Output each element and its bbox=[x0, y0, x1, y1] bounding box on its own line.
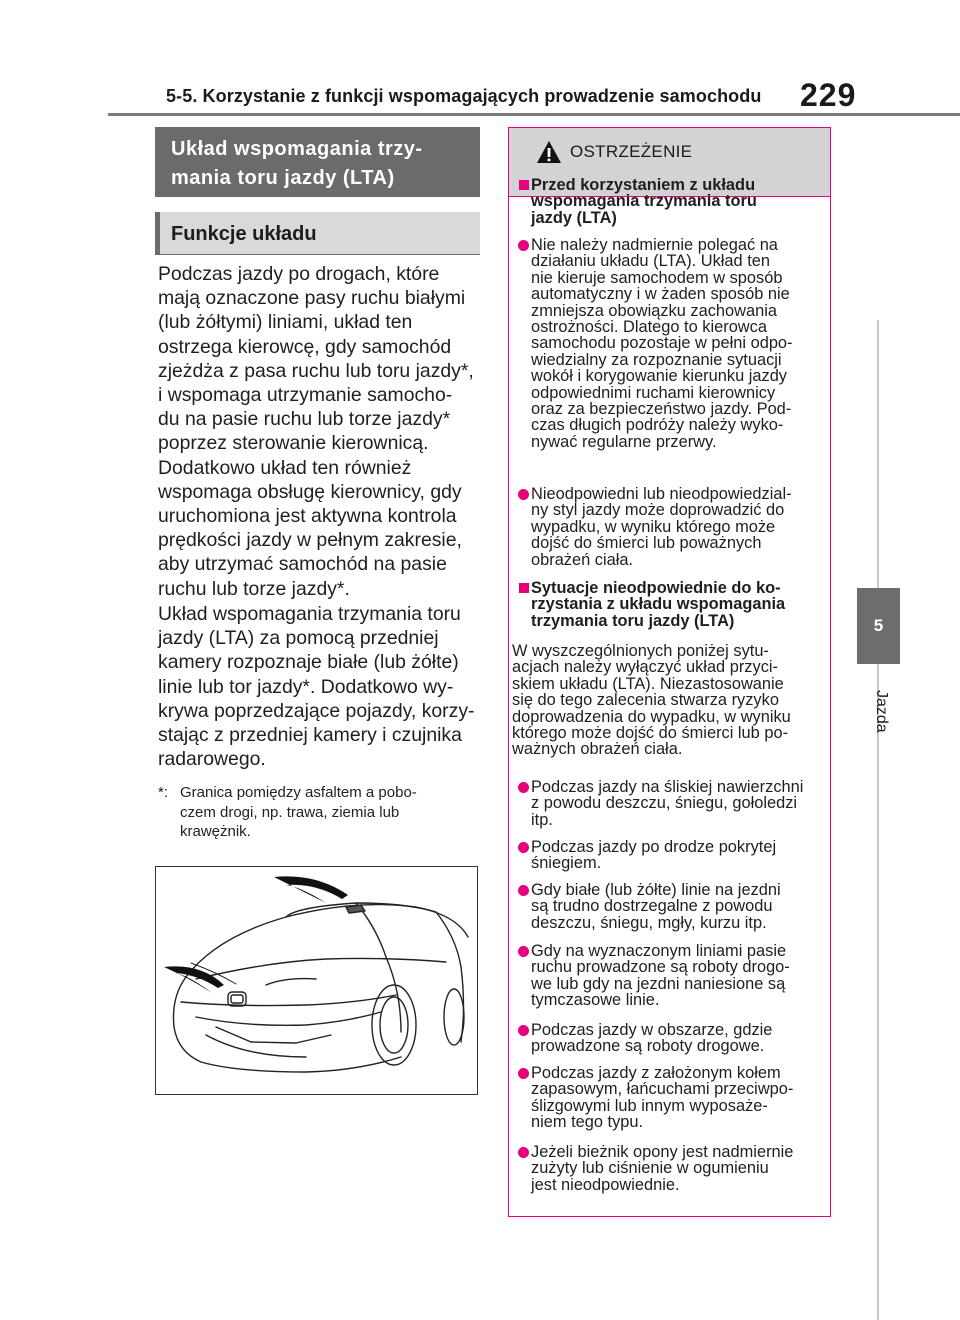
text-line: radarowego. bbox=[158, 748, 266, 771]
text-line: Nie należy nadmiernie polegać na bbox=[531, 236, 778, 254]
footnote bbox=[158, 783, 478, 842]
chapter-tab: 5 bbox=[857, 588, 900, 664]
round-bullet-icon bbox=[518, 885, 529, 896]
text-line: wiedzialny za rozpoznanie sytuacji bbox=[531, 350, 782, 369]
warning-bullet-text bbox=[517, 486, 827, 568]
text-line: czem drogi, np. trawa, ziemia lub bbox=[180, 803, 400, 821]
warning-bullet-text bbox=[517, 882, 827, 931]
chapter-rule bbox=[877, 320, 879, 1320]
section-title bbox=[155, 127, 480, 197]
warning-bullet-text bbox=[517, 779, 827, 828]
warning-bullet-text bbox=[517, 839, 827, 872]
text-line: wspomagania trzymania toru bbox=[531, 192, 757, 211]
round-bullet-icon bbox=[518, 489, 529, 500]
warning-bullet bbox=[517, 1065, 827, 1131]
text-line: poprzez sterowanie kierownicą. bbox=[158, 432, 429, 455]
warning-bullet-text bbox=[517, 237, 827, 450]
text-line: itp. bbox=[531, 810, 553, 829]
section-title-line: mania toru jazdy (LTA) bbox=[171, 167, 395, 189]
text-line: skiem układu (LTA). Niezastosowanie bbox=[512, 674, 784, 693]
warning-bullet bbox=[517, 237, 827, 450]
warning-bullet bbox=[517, 779, 827, 828]
text-line: aby utrzymać samochód na pasie bbox=[158, 553, 447, 576]
text-line: nywać regularne przerwy. bbox=[531, 432, 717, 451]
warning-paragraph bbox=[512, 643, 827, 758]
text-line: trzymania toru jazdy (LTA) bbox=[531, 611, 735, 630]
car-camera-illustration bbox=[155, 866, 478, 1095]
text-line: Nieodpowiedni lub nieodpowiedzial- bbox=[531, 485, 792, 503]
text-line: W wyszczególnionych poniżej sytu- bbox=[512, 642, 769, 660]
text-line: działaniu układu (LTA). Układ ten bbox=[531, 252, 770, 271]
text-line: zjeżdża z pasa ruchu lub toru jazdy*, bbox=[158, 359, 474, 382]
warning-heading-text bbox=[517, 580, 827, 629]
paragraph-2 bbox=[158, 602, 483, 771]
text-line: prędkości jazdy w pełnym zakresie, bbox=[158, 529, 462, 552]
text-line: Gdy na wyznaczonym liniami pasie bbox=[531, 942, 787, 960]
warning-heading-1 bbox=[517, 177, 827, 226]
text-line: jazdy (LTA) za pomocą przedniej bbox=[158, 627, 439, 650]
page-number: 229 bbox=[800, 77, 857, 113]
text-line: automatyczny i w żaden sposób nie bbox=[531, 285, 790, 304]
round-bullet-icon bbox=[518, 1147, 529, 1158]
text-line: ruchu lub torze jazdy*. bbox=[158, 577, 350, 600]
text-line: deszczu, śniegu, mgły, kurzu itp. bbox=[531, 913, 767, 932]
car-illustration bbox=[156, 867, 478, 1095]
text-line: oraz za bezpieczeństwo jazdy. Pod- bbox=[531, 400, 792, 419]
text-line: ostrożności. Dlatego to kierowca bbox=[531, 318, 767, 337]
text-line: jest nieodpowiednie. bbox=[531, 1175, 680, 1194]
text-line: uruchomiona jest aktywna kontrola bbox=[158, 505, 457, 528]
text-line: ny styl jazdy może doprowadzić do bbox=[531, 501, 785, 520]
round-bullet-icon bbox=[518, 782, 529, 793]
text-line: doprowadzenia do wypadku, w wyniku bbox=[512, 707, 791, 726]
text-line: (lub żółtymi) liniami, układ ten bbox=[158, 311, 413, 334]
text-line: tymczasowe linie. bbox=[531, 991, 660, 1010]
text-line: zapasowym, łańcuchami przeciwpo- bbox=[531, 1080, 794, 1099]
chapter-label: Jazda bbox=[873, 690, 890, 733]
text-line: Podczas jazdy po drogach, które bbox=[158, 263, 440, 285]
text-line: rzystania z układu wspomagania bbox=[531, 595, 786, 614]
warning-title: OSTRZEŻENIE bbox=[570, 142, 693, 161]
subsection-rule bbox=[155, 254, 480, 255]
text-line: obrażeń ciała. bbox=[531, 550, 634, 569]
footnote-text bbox=[158, 783, 478, 842]
text-line: Gdy białe (lub żółte) linie na jezdni bbox=[531, 881, 781, 899]
text-line: we lub gdy na jezdni naniesione są bbox=[531, 974, 786, 993]
text-line: wspomaga obsługę kierownicy, gdy bbox=[158, 480, 462, 503]
text-line: krawężnik. bbox=[180, 823, 251, 840]
text-line: kamery rozpoznaje białe (lub żółte) bbox=[158, 651, 459, 674]
text-line: zużyty lub ciśnienie w ogumieniu bbox=[531, 1159, 769, 1178]
text-line: są trudno dostrzegalne z powodu bbox=[531, 897, 773, 916]
warning-bullet-text bbox=[517, 943, 827, 1009]
text-line: krywa poprzedzające pojazdy, korzy- bbox=[158, 699, 475, 722]
warning-bullet-text bbox=[517, 1065, 827, 1131]
text-line: wokół i korygowanie kierunku jazdy bbox=[531, 367, 787, 386]
warning-triangle-icon bbox=[536, 140, 562, 164]
square-bullet-icon bbox=[519, 583, 529, 593]
round-bullet-icon bbox=[518, 240, 529, 251]
warning-heading-text bbox=[517, 177, 827, 226]
warning-bullet bbox=[517, 1022, 827, 1055]
text-line: dojść do śmierci lub poważnych bbox=[531, 534, 762, 553]
text-line: śniegiem. bbox=[531, 854, 602, 873]
text-line: odpowiednimi ruchami kierownicy bbox=[531, 383, 776, 402]
text-line: linie lub tor jazdy*. Dodatkowo wy- bbox=[158, 675, 454, 698]
text-line: zmniejsza obowiązku zachowania bbox=[531, 301, 777, 320]
text-line: mają oznaczone pasy ruchu białymi bbox=[158, 287, 466, 310]
text-line: stając z przedniej kamery i czujnika bbox=[158, 724, 462, 747]
round-bullet-icon bbox=[518, 1068, 529, 1079]
warning-bullet bbox=[517, 1144, 827, 1193]
subsection-title: Funkcje układu bbox=[155, 212, 480, 254]
text-line: Podczas jazdy z założonym kołem bbox=[531, 1064, 781, 1082]
paragraph-1 bbox=[158, 262, 483, 601]
warning-bullet bbox=[517, 839, 827, 872]
round-bullet-icon bbox=[518, 946, 529, 957]
square-bullet-icon bbox=[519, 180, 529, 190]
warning-bullet bbox=[517, 882, 827, 931]
header-rule bbox=[108, 113, 960, 116]
text-line: Granica pomiędzy asfaltem a pobo- bbox=[180, 784, 417, 801]
round-bullet-icon bbox=[518, 1025, 529, 1036]
text-line: Jeżeli bieżnik opony jest nadmiernie bbox=[531, 1143, 794, 1161]
text-line: Podczas jazdy na śliskiej nawierzchni bbox=[531, 778, 804, 796]
text-line: Przed korzystaniem z układu bbox=[531, 176, 756, 194]
warning-bullet-text bbox=[517, 1144, 827, 1193]
text-line: którego może dojść do śmierci lub po- bbox=[512, 724, 789, 743]
text-line: ślizgowymi lub innym wyposaże- bbox=[531, 1096, 768, 1115]
text-line: Podczas jazdy po drodze pokrytej bbox=[531, 838, 777, 856]
warning-bullet-text bbox=[517, 1022, 827, 1055]
text-line: nie kieruje samochodem w sposób bbox=[531, 268, 783, 287]
text-line: ostrzega kierowcę, gdy samochód bbox=[158, 335, 452, 358]
warning-heading-2 bbox=[517, 580, 827, 629]
text-line: wypadku, w wyniku którego może bbox=[531, 517, 776, 536]
text-line: się do tego zalecenia stwarza ryzyko bbox=[512, 691, 779, 710]
text-line: z powodu deszczu, śniegu, gołoledzi bbox=[531, 794, 798, 813]
text-line: ruchu prowadzone są roboty drogo- bbox=[531, 958, 790, 977]
section-title-line: Układ wspomagania trzy- bbox=[171, 138, 423, 160]
text-line: niem tego typu. bbox=[531, 1113, 644, 1132]
warning-bullet bbox=[517, 943, 827, 1009]
round-bullet-icon bbox=[518, 842, 529, 853]
text-line: Podczas jazdy w obszarze, gdzie bbox=[531, 1021, 773, 1039]
footnote-mark: *: bbox=[158, 784, 169, 801]
text-line: Układ wspomagania trzymania toru bbox=[158, 603, 461, 625]
text-line: jazdy (LTA) bbox=[531, 208, 617, 227]
warning-bullet bbox=[517, 486, 827, 568]
text-line: samochodu pozostaje w pełni odpo- bbox=[531, 334, 793, 353]
text-line: Sytuacje nieodpowiednie do ko- bbox=[531, 579, 781, 597]
text-line: du na pasie ruchu lub torze jazdy* bbox=[158, 408, 451, 431]
text-line: ważnych obrażeń ciała. bbox=[512, 740, 683, 759]
text-line: acjach należy wyłączyć układ przyci- bbox=[512, 658, 778, 677]
text-line: czas długich podróży należy wyko- bbox=[531, 416, 784, 435]
text-line: i wspomaga utrzymanie samocho- bbox=[158, 384, 453, 407]
text-line: prowadzone są roboty drogowe. bbox=[531, 1037, 765, 1056]
text-line: Dodatkowo układ ten również bbox=[158, 456, 412, 479]
page-header-title: 5-5. Korzystanie z funkcji wspomagających prowadzenie samochodu bbox=[166, 86, 762, 106]
